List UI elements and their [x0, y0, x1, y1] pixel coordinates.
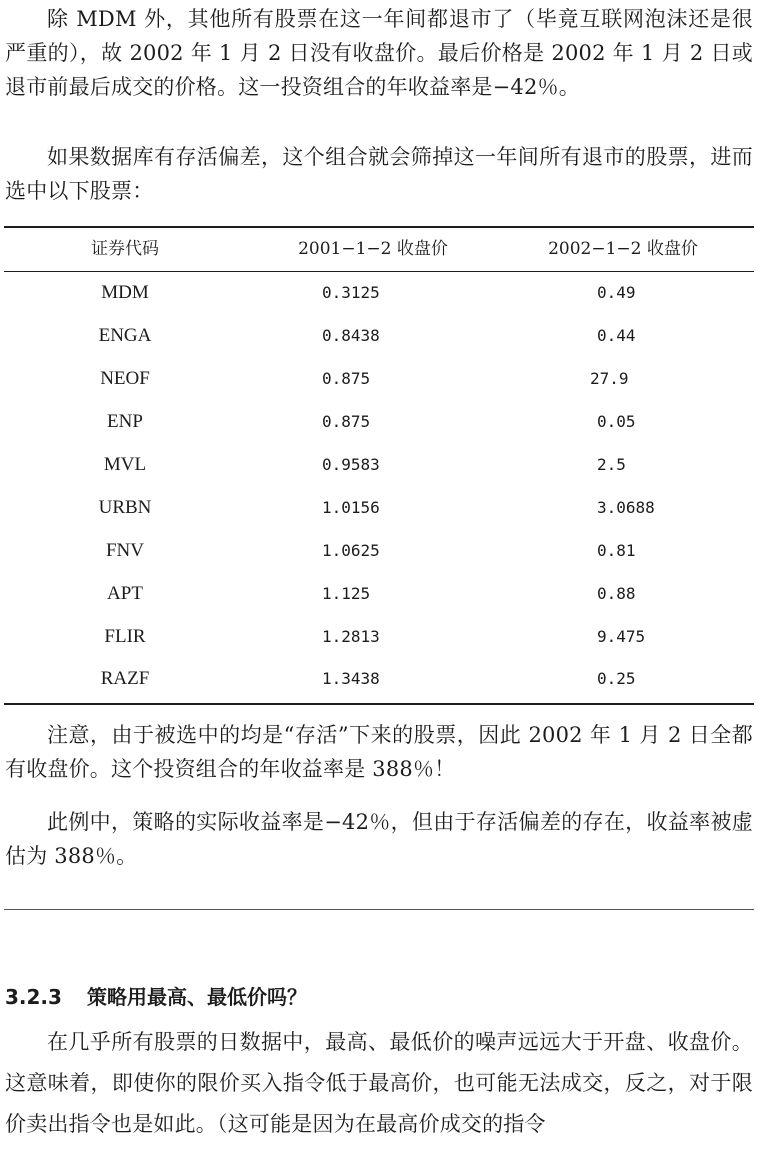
table-bottom-rule: [4, 703, 754, 705]
table-cell-symbol: NEOF: [100, 368, 150, 389]
table-cell-close-2001: 0.875: [322, 369, 371, 388]
table-header-close-2001: 2001−1−2 收盘价: [298, 239, 448, 259]
table-cell-close-2001: 0.8438: [322, 326, 380, 345]
table-cell-symbol: FNV: [105, 540, 144, 561]
table-cell-close-2002: 0.44: [597, 326, 636, 345]
paragraph-high-low-noise: 在几乎所有股票的日数据中，最高、最低价的噪声远远大于开盘、收盘价。这意味着，即使你的限价买入指令低于最高价，也可能无法成交，反之，对于限价卖出指令也是如此。（这可能是因为在最高价成交的指令: [5, 1030, 753, 1136]
table-cell-close-2001: 1.2813: [322, 627, 380, 646]
paragraph-survivorship: 如果数据库有存活偏差，这个组合就会筛掉这一年间所有退市的股票，进而选中以下股票：: [5, 145, 753, 203]
table-cell-close-2002: 0.49: [597, 283, 636, 302]
table-cell-symbol: MDM: [101, 282, 149, 303]
table-cell-close-2001: 1.0625: [322, 541, 380, 560]
table-cell-close-2001: 1.125: [322, 584, 371, 603]
table-cell-close-2002: 0.88: [597, 584, 636, 603]
table-top-rule: [4, 226, 754, 228]
section-heading: [5, 982, 753, 1012]
table-cell-symbol: ENP: [107, 411, 143, 432]
table-cell-symbol: URBN: [98, 497, 152, 518]
table-cell-close-2001: 0.9583: [322, 455, 380, 474]
table-cell-symbol: RAZF: [100, 668, 150, 689]
table-cell-close-2002: 0.05: [597, 412, 636, 431]
table-header-close-2002: 2002−1−2 收盘价: [548, 239, 698, 259]
table-cell-symbol: ENGA: [98, 325, 152, 346]
table-cell-close-2001: 0.875: [322, 412, 371, 431]
table-cell-close-2001: 1.0156: [322, 498, 380, 517]
section-title: 策略用最高、最低价吗？: [87, 985, 307, 1009]
paragraph-delisting: 除 MDM 外，其他所有股票在这一年间都退市了（毕竟互联网泡沫还是很严重的），故 2002 年 1 月 2 日没有收盘价。最后价格是 2002 年 1 月 2 日或退市前最后成交的价格。这一投资组合的年收益率是−42％。: [5, 7, 754, 99]
table-cell-close-2001: 1.3438: [322, 669, 380, 688]
table-cell-symbol: APT: [107, 583, 143, 604]
table-cell-symbol: FLIR: [104, 626, 146, 647]
paragraph-overestimate: 此例中，策略的实际收益率是−42％，但由于存活偏差的存在，收益率被虚估为 388％。: [5, 810, 753, 868]
section-divider: [4, 909, 754, 910]
table-cell-close-2002: 27.9: [590, 369, 629, 388]
table-cell-close-2002: 2.5: [597, 455, 626, 474]
paragraph-survivor-return: 注意，由于被选中的均是“存活”下来的股票，因此 2002 年 1 月 2 日全都有收盘价。这个投资组合的年收益率是 388％！: [5, 723, 753, 781]
table-cell-close-2001: 0.3125: [322, 283, 380, 302]
table-cell-close-2002: 0.25: [597, 669, 636, 688]
table-cell-close-2002: 3.0688: [597, 498, 655, 517]
table-cell-close-2002: 9.475: [597, 627, 646, 646]
section-number: 3.2.3: [5, 985, 62, 1009]
table-header-symbol: 证券代码: [91, 239, 159, 259]
table-cell-symbol: MVL: [103, 454, 147, 475]
table-header-rule: [4, 271, 754, 272]
table-cell-close-2002: 0.81: [597, 541, 636, 560]
